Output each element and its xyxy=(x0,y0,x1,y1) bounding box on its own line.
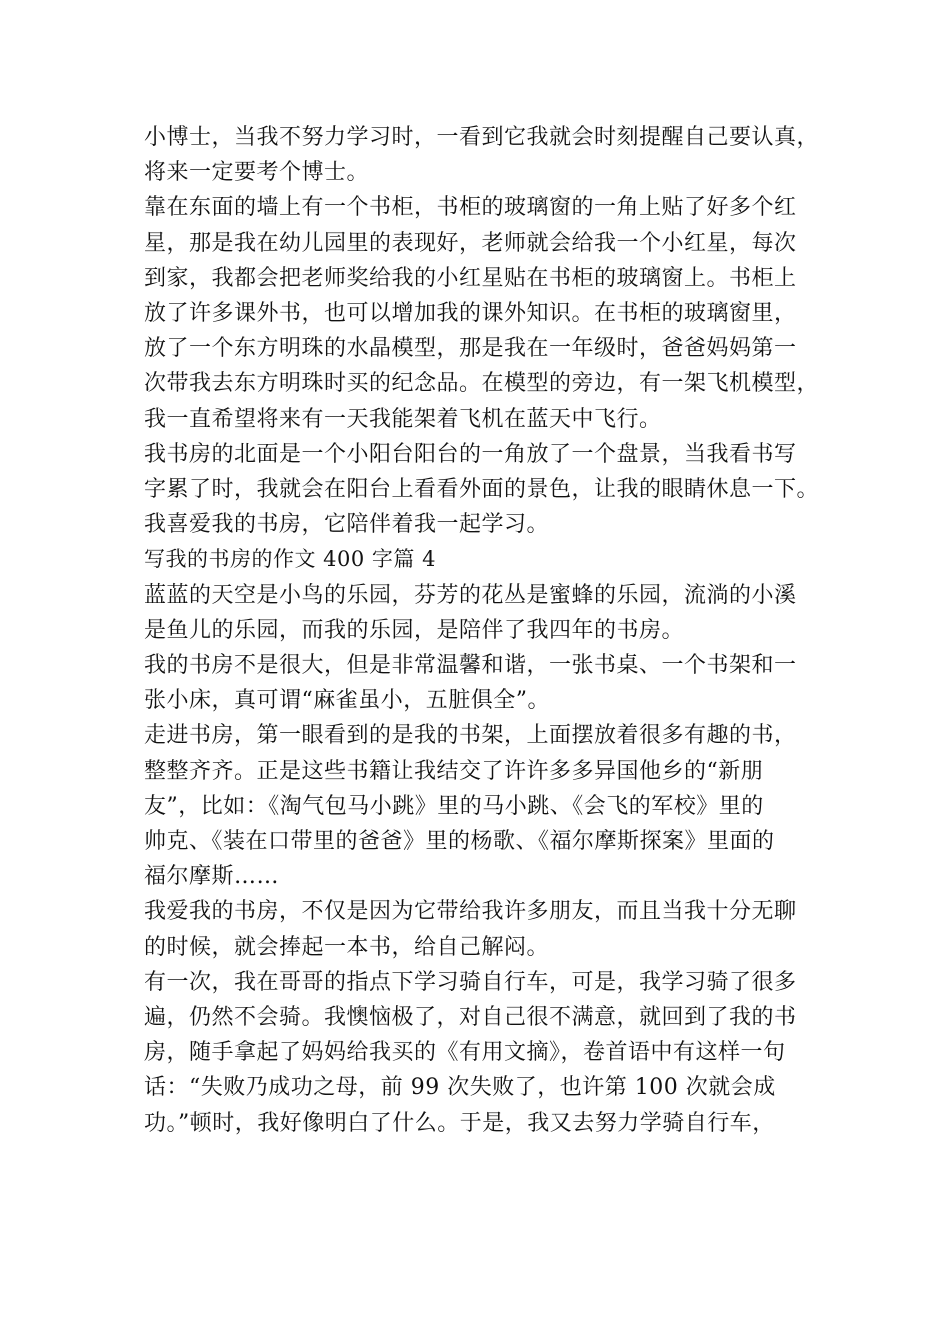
section-heading: 写我的书房的作文 400 字篇 4 xyxy=(144,547,436,572)
paragraph-5: 蓝蓝的天空是小鸟的乐园，芬芳的花丛是蜜蜂的乐园，流淌的小溪 是鱼儿的乐园，而我的乐园，是陪伴了我四年的书房。 xyxy=(144,582,797,643)
document-body xyxy=(144,120,844,1141)
paragraph-6: 我的书房不是很大，但是非常温馨和谐，一张书桌、一个书架和一 张小床，真可谓“麻雀虽小，五脏俱全”。 xyxy=(144,653,797,714)
paragraph-1: 小博士，当我不努力学习时，一看到它我就会时刻提醒自己要认真， 将来一定要考个博士。 xyxy=(144,125,820,186)
paragraph-4: 我喜爱我的书房，它陪伴着我一起学习。 xyxy=(144,512,550,538)
paragraph-3: 我书房的北面是一个小阳台阳台的一角放了一个盘景，当我看书写 字累了时，我就会在阳台上看看外面的景色，让我的眼睛休息一下。 xyxy=(144,441,820,503)
paragraph-9: 有一次，我在哥哥的指点下学习骑自行车，可是，我学习骑了很多 遍，仍然不会骑。我懊恼极了，对自己很不满意，就回到了我的书 房，随手拿起了妈妈给我买的《有用文摘》，卷首语中有这样一句 话：“失败乃成功之母，前 99 次失败了，也许第 100 次就会成 功。”顿时，我好像明白了什么。于是，我又去努力学骑自行车， xyxy=(144,969,797,1136)
paragraph-2: 靠在东面的墙上有一个书柜，书柜的玻璃窗的一角上贴了好多个红 星，那是我在幼儿园里的表现好，老师就会给我一个小红星，每次 到家，我都会把老师奖给我的小红星贴在书柜的玻璃窗上。书柜上 放了许多课外书，也可以增加我的课外知识。在书柜的玻璃窗里， 放了一个东方明珠的水晶模型，那是我在一年级时，爸爸妈妈第一 次带我去东方明珠时买的纪念品。在模型的旁边，有一架飞机模型， 我一直希望将来有一天我能架着飞机在蓝天中飞行。 xyxy=(144,195,820,432)
paragraph-8: 我爱我的书房，不仅是因为它带给我许多朋友，而且当我十分无聊 的时候，就会捧起一本书，给自己解闷。 xyxy=(144,899,797,960)
paragraph-7: 走进书房，第一眼看到的是我的书架，上面摆放着很多有趣的书， 整整齐齐。正是这些书籍让我结交了许许多多异国他乡的“新朋 友”，比如：《淘气包马小跳》里的马小跳、《会飞的军校》里的 帅克、《装在口带里的爸爸》里的杨歌、《福尔摩斯探案》里面的 福尔摩斯…… xyxy=(144,723,797,890)
